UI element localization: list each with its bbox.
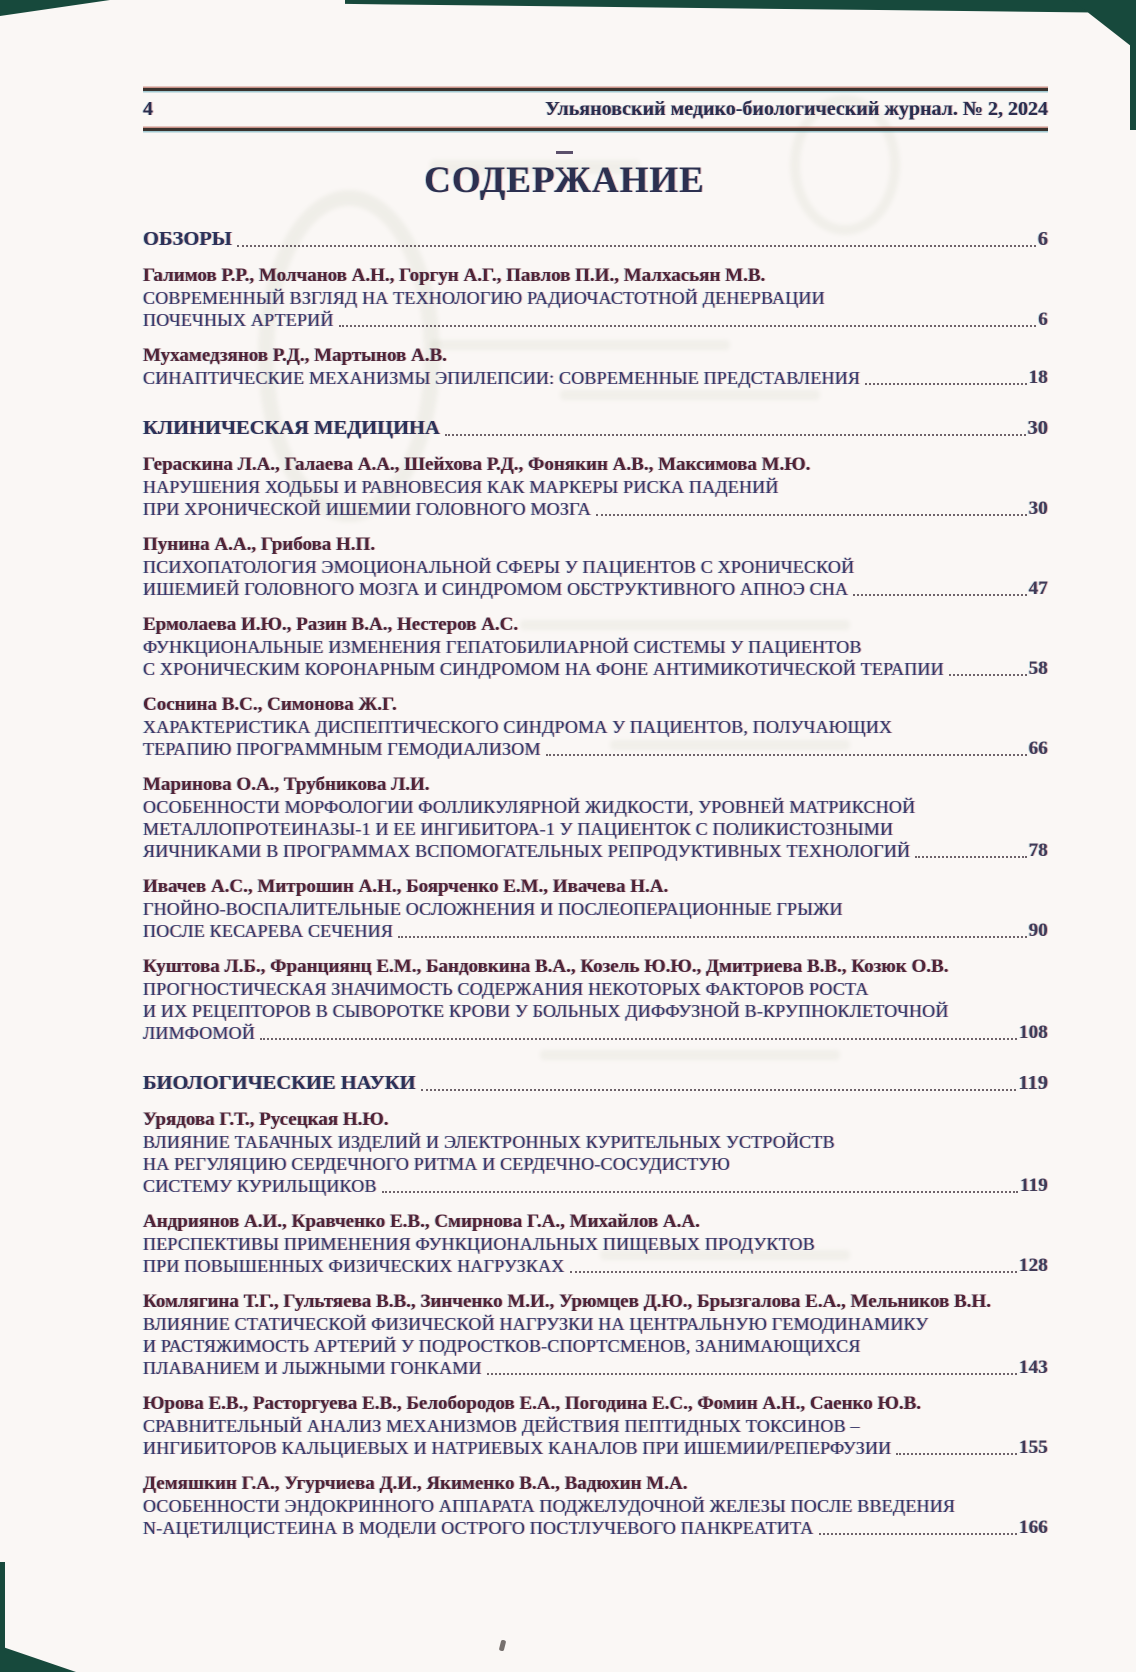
scan-speck-artifact bbox=[499, 1640, 507, 1652]
page-header bbox=[143, 98, 1048, 121]
entry-title-line: ПРОГНОСТИЧЕСКАЯ ЗНАЧИМОСТЬ СОДЕРЖАНИЯ НЕКОТОРЫХ ФАКТОРОВ РОСТА bbox=[143, 979, 869, 999]
toc-entry bbox=[143, 1109, 1048, 1197]
entry-title-line: ВЛИЯНИЕ СТАТИЧЕСКОЙ ФИЗИЧЕСКОЙ НАГРУЗКИ НА ЦЕНТРАЛЬНУЮ ГЕМОДИНАМИКУ bbox=[143, 1314, 929, 1334]
entry-page-number: 119 bbox=[1019, 1175, 1048, 1196]
toc-entry bbox=[143, 774, 1048, 862]
entry-title-line: СИНАПТИЧЕСКИЕ МЕХАНИЗМЫ ЭПИЛЕПСИИ: СОВРЕМЕННЫЕ ПРЕДСТАВЛЕНИЯ bbox=[143, 368, 861, 388]
entry-title-row bbox=[143, 840, 1048, 862]
entry-page-number: 166 bbox=[1018, 1517, 1048, 1538]
toc-entry bbox=[143, 534, 1048, 600]
entry-page-number: 18 bbox=[1028, 367, 1048, 388]
entry-page-number: 47 bbox=[1028, 578, 1048, 599]
section-heading: КЛИНИЧЕСКАЯ МЕДИЦИНА bbox=[143, 417, 440, 439]
entry-title-line: N-АЦЕТИЛЦИСТЕИНА В МОДЕЛИ ОСТРОГО ПОСТЛУЧЕВОГО ПАНКРЕАТИТА bbox=[143, 1518, 814, 1538]
entry-title-row bbox=[143, 658, 1048, 680]
section-page-number: 119 bbox=[1018, 1072, 1048, 1094]
dotted-leader bbox=[382, 1191, 1018, 1193]
entry-authors: Демяшкин Г.А., Угурчиева Д.И., Якименко В.А., Вадюхин М.А. bbox=[143, 1473, 688, 1494]
dotted-leader bbox=[865, 383, 1026, 385]
entry-title-row bbox=[143, 738, 1048, 760]
toc-entry bbox=[143, 1473, 1048, 1539]
entry-title-line: ФУНКЦИОНАЛЬНЫЕ ИЗМЕНЕНИЯ ГЕПАТОБИЛИАРНОЙ СИСТЕМЫ У ПАЦИЕНТОВ bbox=[143, 637, 862, 657]
page-title: СОДЕРЖАНИЕ bbox=[424, 160, 705, 201]
entry-title-line: ОСОБЕННОСТИ МОРФОЛОГИИ ФОЛЛИКУЛЯРНОЙ ЖИДКОСТИ, УРОВНЕЙ МАТРИКСНОЙ bbox=[143, 797, 916, 817]
page-content bbox=[143, 0, 1048, 1539]
entry-title-row bbox=[143, 309, 1048, 331]
entry-title-line: ЛИМФОМОЙ bbox=[143, 1023, 256, 1043]
toc-entry bbox=[143, 1393, 1048, 1459]
entry-authors: Маринова О.А., Трубникова Л.И. bbox=[143, 774, 430, 795]
entry-authors: Ермолаева И.Ю., Разин В.А., Нестеров А.С. bbox=[143, 614, 519, 635]
dotted-leader bbox=[260, 1038, 1017, 1040]
entry-authors: Ивачев А.С., Митрошин А.Н., Боярченко Е.М., Ивачева Н.А. bbox=[143, 876, 669, 897]
entry-title-line: ИШЕМИЕЙ ГОЛОВНОГО МОЗГА И СИНДРОМОМ ОБСТРУКТИВНОГО АПНОЭ СНА bbox=[143, 579, 849, 599]
toc-entry bbox=[143, 454, 1048, 520]
entry-title-line: ВЛИЯНИЕ ТАБАЧНЫХ ИЗДЕЛИЙ И ЭЛЕКТРОННЫХ КУРИТЕЛЬНЫХ УСТРОЙСТВ bbox=[143, 1132, 835, 1152]
entry-title-line: ПЕРСПЕКТИВЫ ПРИМЕНЕНИЯ ФУНКЦИОНАЛЬНЫХ ПИЩЕВЫХ ПРОДУКТОВ bbox=[143, 1234, 815, 1254]
entry-title-line: МЕТАЛЛОПРОТЕИНАЗЫ-1 И ЕЕ ИНГИБИТОРА-1 У ПАЦИЕНТОК С ПОЛИКИСТОЗНЫМИ bbox=[143, 819, 894, 839]
entry-authors: Соснина В.С., Симонова Ж.Г. bbox=[143, 694, 397, 715]
entry-title-line: ХАРАКТЕРИСТИКА ДИСПЕПТИЧЕСКОГО СИНДРОМА У ПАЦИЕНТОВ, ПОЛУЧАЮЩИХ bbox=[143, 717, 893, 737]
entry-authors: Куштова Л.Б., Франциянц Е.М., Бандовкина В.А., Козель Ю.Ю., Дмитриева В.В., Козюк О.В. bbox=[143, 956, 949, 977]
section-heading-row bbox=[143, 417, 1048, 440]
entry-authors: Комлягина Т.Г., Гультяева В.В., Зинченко М.И., Урюмцев Д.Ю., Брызгалова Е.А., Мельников В.Н. bbox=[143, 1291, 991, 1312]
entry-title-line: ПРИ ХРОНИЧЕСКОЙ ИШЕМИИ ГОЛОВНОГО МОЗГА bbox=[143, 499, 591, 519]
dotted-leader bbox=[570, 1271, 1017, 1273]
entry-page-number: 66 bbox=[1028, 738, 1048, 759]
entry-title-line: ПОСЛЕ КЕСАРЕВА СЕЧЕНИЯ bbox=[143, 921, 394, 941]
entry-page-number: 108 bbox=[1018, 1022, 1048, 1043]
header-rule-bottom bbox=[143, 128, 1048, 131]
entry-authors: Юрова Е.В., Расторгуева Е.В., Белобородов Е.А., Погодина Е.С., Фомин А.Н., Саенко Ю.В. bbox=[143, 1393, 922, 1414]
entry-title-row bbox=[143, 1022, 1048, 1044]
entry-title-line: ПСИХОПАТОЛОГИЯ ЭМОЦИОНАЛЬНОЙ СФЕРЫ У ПАЦИЕНТОВ С ХРОНИЧЕСКОЙ bbox=[143, 557, 855, 577]
dotted-leader bbox=[339, 325, 1037, 327]
toc-section bbox=[143, 1072, 1048, 1539]
entry-title-line: СОВРЕМЕННЫЙ ВЗГЛЯД НА ТЕХНОЛОГИЮ РАДИОЧАСТОТНОЙ ДЕНЕРВАЦИИ bbox=[143, 288, 825, 308]
section-heading-row bbox=[143, 228, 1048, 251]
scan-dash-artifact bbox=[556, 151, 573, 154]
scanner-edge-top-left bbox=[0, 0, 110, 16]
entry-title-line: ПРИ ПОВЫШЕННЫХ ФИЗИЧЕСКИХ НАГРУЗКАХ bbox=[143, 1256, 565, 1276]
entry-title-row bbox=[143, 1437, 1048, 1459]
entry-page-number: 128 bbox=[1018, 1255, 1048, 1276]
entry-page-number: 58 bbox=[1028, 658, 1048, 679]
toc-entry bbox=[143, 694, 1048, 760]
entry-title-line: ГНОЙНО-ВОСПАЛИТЕЛЬНЫЕ ОСЛОЖНЕНИЯ И ПОСЛЕОПЕРАЦИОННЫЕ ГРЫЖИ bbox=[143, 899, 843, 919]
entry-authors: Мухамедзянов Р.Д., Мартынов А.В. bbox=[143, 345, 447, 366]
page-number: 4 bbox=[143, 98, 153, 120]
entry-authors: Урядова Г.Т., Русецкая Н.Ю. bbox=[143, 1109, 389, 1130]
entry-page-number: 90 bbox=[1028, 920, 1048, 941]
toc-section bbox=[143, 417, 1048, 1044]
dotted-leader bbox=[819, 1533, 1017, 1535]
entry-authors: Андриянов А.И., Кравченко Е.В., Смирнова Г.А., Михайлов А.А. bbox=[143, 1211, 700, 1232]
section-page-number: 6 bbox=[1037, 228, 1048, 250]
entry-title-line: ЯИЧНИКАМИ В ПРОГРАММАХ ВСПОМОГАТЕЛЬНЫХ РЕПРОДУКТИВНЫХ ТЕХНОЛОГИЙ bbox=[143, 841, 911, 861]
toc-section bbox=[143, 228, 1048, 389]
entry-title-row bbox=[143, 1255, 1048, 1277]
dotted-leader bbox=[949, 674, 1027, 676]
entry-page-number: 6 bbox=[1038, 309, 1048, 330]
dotted-leader bbox=[915, 856, 1026, 858]
entry-authors: Галимов Р.Р., Молчанов А.Н., Горгун А.Г., Павлов П.И., Малхасьян М.В. bbox=[143, 265, 766, 286]
section-heading: ОБЗОРЫ bbox=[143, 228, 232, 250]
entry-authors: Пунина А.А., Грибова Н.П. bbox=[143, 534, 376, 555]
entry-title-line: И ИХ РЕЦЕПТОРОВ В СЫВОРОТКЕ КРОВИ У БОЛЬНЫХ ДИФФУЗНОЙ В-КРУПНОКЛЕТОЧНОЙ bbox=[143, 1001, 949, 1021]
dotted-leader bbox=[853, 594, 1026, 596]
entry-title-line: СИСТЕМУ КУРИЛЬЩИКОВ bbox=[143, 1176, 377, 1196]
entry-title-row bbox=[143, 1517, 1048, 1539]
entry-title-line: И РАСТЯЖИМОСТЬ АРТЕРИЙ У ПОДРОСТКОВ-СПОРТСМЕНОВ, ЗАНИМАЮЩИХСЯ bbox=[143, 1336, 861, 1356]
entry-title-line: С ХРОНИЧЕСКИМ КОРОНАРНЫМ СИНДРОМОМ НА ФОНЕ АНТИМИКОТИЧЕСКОЙ ТЕРАПИИ bbox=[143, 659, 944, 679]
toc-entry bbox=[143, 956, 1048, 1044]
entry-title-row bbox=[143, 498, 1048, 520]
toc-entry bbox=[143, 614, 1048, 680]
dotted-leader bbox=[445, 434, 1026, 436]
toc-entry bbox=[143, 1211, 1048, 1277]
entry-page-number: 78 bbox=[1028, 840, 1048, 861]
entry-page-number: 155 bbox=[1018, 1437, 1048, 1458]
entry-title-line: НА РЕГУЛЯЦИЮ СЕРДЕЧНОГО РИТМА И СЕРДЕЧНО-СОСУДИСТУЮ bbox=[143, 1154, 730, 1174]
entry-title-line: ИНГИБИТОРОВ КАЛЬЦИЕВЫХ И НАТРИЕВЫХ КАНАЛОВ ПРИ ИШЕМИИ/РЕПЕРФУЗИИ bbox=[143, 1438, 892, 1458]
entry-title-line: НАРУШЕНИЯ ХОДЬБЫ И РАВНОВЕСИЯ КАК МАРКЕРЫ РИСКА ПАДЕНИЙ bbox=[143, 477, 779, 497]
section-heading: БИОЛОГИЧЕСКИЕ НАУКИ bbox=[143, 1072, 416, 1094]
table-of-contents bbox=[143, 228, 1048, 1539]
journal-title: Ульяновский медико-биологический журнал. № 2, 2024 bbox=[545, 98, 1048, 120]
entry-title-line: ТЕРАПИЮ ПРОГРАММНЫМ ГЕМОДИАЛИЗОМ bbox=[143, 739, 541, 759]
section-heading-row bbox=[143, 1072, 1048, 1095]
dotted-leader bbox=[398, 936, 1027, 938]
entry-title-row bbox=[143, 367, 1048, 389]
section-page-number: 30 bbox=[1027, 417, 1048, 439]
entry-title-line: ПЛАВАНИЕМ И ЛЫЖНЫМИ ГОНКАМИ bbox=[143, 1358, 482, 1378]
entry-title-line: ПОЧЕЧНЫХ АРТЕРИЙ bbox=[143, 310, 334, 330]
dotted-leader bbox=[596, 514, 1027, 516]
dotted-leader bbox=[896, 1453, 1017, 1455]
entry-title-row bbox=[143, 1357, 1048, 1379]
dotted-leader bbox=[421, 1089, 1017, 1091]
entry-authors: Гераскина Л.А., Галаева А.А., Шейхова Р.Д., Фонякин А.В., Максимова М.Ю. bbox=[143, 454, 811, 475]
entry-title-row bbox=[143, 1175, 1048, 1197]
toc-entry bbox=[143, 265, 1048, 331]
dotted-leader bbox=[237, 245, 1036, 247]
entry-page-number: 143 bbox=[1018, 1357, 1048, 1378]
scanner-edge-left bbox=[0, 1562, 5, 1672]
scanner-edge-right bbox=[1130, 0, 1136, 130]
entry-title-row bbox=[143, 920, 1048, 942]
toc-entry bbox=[143, 345, 1048, 389]
entry-title-line: ОСОБЕННОСТИ ЭНДОКРИННОГО АППАРАТА ПОДЖЕЛУДОЧНОЙ ЖЕЛЕЗЫ ПОСЛЕ ВВЕДЕНИЯ bbox=[143, 1496, 956, 1516]
toc-entry bbox=[143, 876, 1048, 942]
entry-page-number: 30 bbox=[1028, 498, 1048, 519]
scanner-edge-bottom-left bbox=[0, 1646, 76, 1672]
entry-title-row bbox=[143, 578, 1048, 600]
entry-title-line: СРАВНИТЕЛЬНЫЙ АНАЛИЗ МЕХАНИЗМОВ ДЕЙСТВИЯ ПЕПТИДНЫХ ТОКСИНОВ – bbox=[143, 1416, 860, 1436]
dotted-leader bbox=[546, 754, 1027, 756]
header-rule-top bbox=[143, 88, 1048, 91]
dotted-leader bbox=[487, 1373, 1017, 1375]
toc-entry bbox=[143, 1291, 1048, 1379]
